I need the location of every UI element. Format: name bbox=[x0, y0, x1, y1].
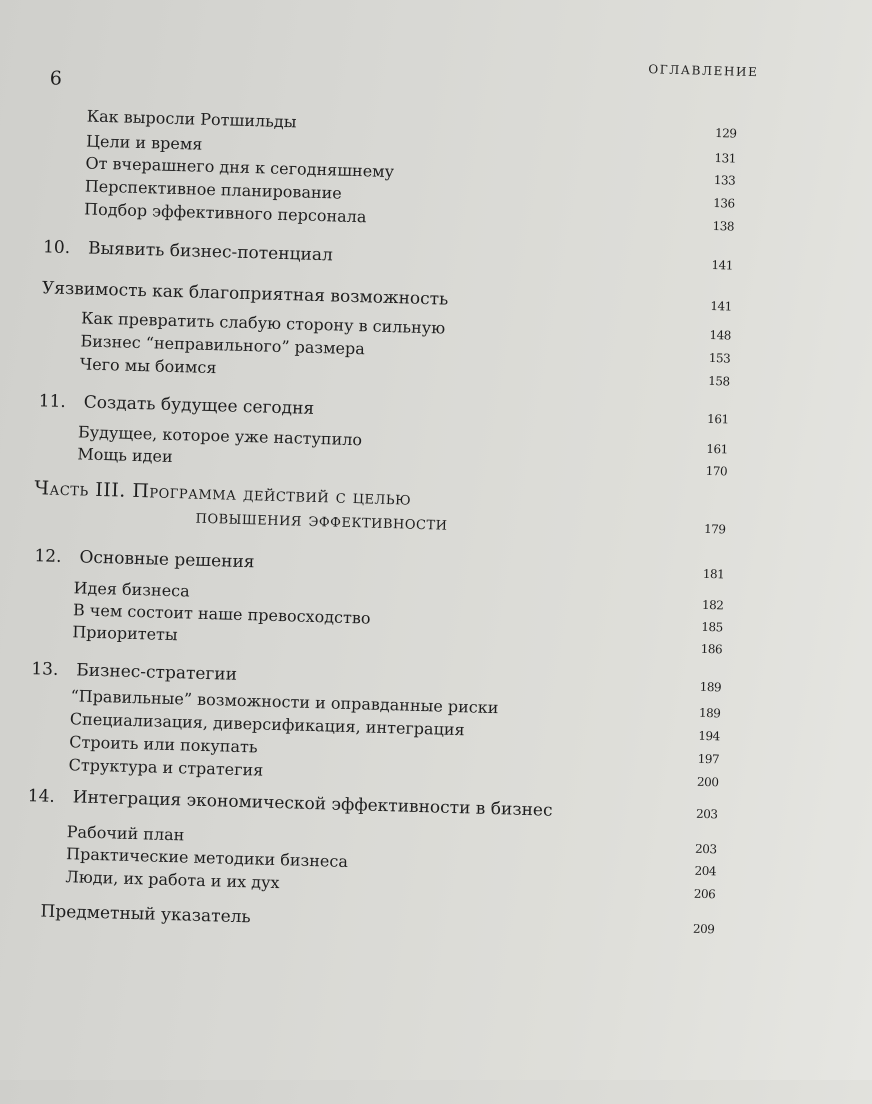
entry-title: Как превратить слабую сторону в сильную bbox=[80, 308, 446, 338]
chapter-title: Выявить бизнес-потенциал bbox=[87, 238, 334, 266]
entry-title: Приоритеты bbox=[72, 622, 178, 645]
page-ref: 203 bbox=[694, 841, 717, 857]
page-ref: 185 bbox=[701, 619, 723, 635]
page-ref: 209 bbox=[692, 921, 715, 937]
chapter-number: 10. bbox=[42, 237, 71, 259]
page-ref: 181 bbox=[702, 566, 725, 582]
entry-title: Мощь идеи bbox=[77, 444, 173, 466]
page-ref: 170 bbox=[705, 463, 728, 479]
entry-title: Перспективное планирование bbox=[84, 176, 343, 203]
part-title: повышения эффективности bbox=[195, 505, 448, 535]
entry-title: Бизнес “неправильного” размера bbox=[80, 331, 366, 359]
entry-title: Будущее, которое уже наступило bbox=[77, 422, 363, 450]
entry-title: Специализация, диверсификация, интеграция bbox=[69, 709, 465, 740]
page-ref: 136 bbox=[713, 195, 735, 211]
page-ref: 203 bbox=[695, 806, 718, 822]
chapter-number: 13. bbox=[31, 659, 59, 680]
page-number: 6 bbox=[49, 67, 63, 90]
chapter-number: 11. bbox=[38, 391, 67, 412]
entry-title: Как выросли Ротшильды bbox=[86, 106, 297, 132]
page-ref: 200 bbox=[696, 774, 719, 790]
page-ref: 182 bbox=[701, 597, 724, 613]
index-title: Предметный указатель bbox=[40, 901, 251, 928]
page-ref: 194 bbox=[698, 728, 720, 744]
toc-entry bbox=[0, 236, 734, 280]
entry-title: “Правильные” возможности и оправданные риски bbox=[70, 686, 499, 718]
entry-title: Уязвимость как благоприятная возможность bbox=[41, 278, 449, 310]
entry-title: Люди, их работа и их дух bbox=[65, 867, 280, 893]
toc-entry bbox=[0, 900, 715, 944]
page-ref: 186 bbox=[700, 641, 723, 657]
page-ref: 133 bbox=[713, 173, 736, 188]
page-ref: 179 bbox=[703, 521, 726, 537]
page-ref: 153 bbox=[708, 350, 731, 366]
chapter-title: Бизнес-стратегии bbox=[76, 660, 238, 685]
chapter-title: Интеграция экономической эффективности в бизнес bbox=[72, 787, 553, 821]
page-ref: 161 bbox=[706, 411, 729, 427]
page-ref: 161 bbox=[706, 441, 728, 457]
page-ref: 148 bbox=[709, 327, 732, 343]
chapter-number: 12. bbox=[34, 546, 62, 567]
page-ref: 206 bbox=[693, 886, 716, 902]
entry-title: В чем состоит наше превосходство bbox=[72, 600, 371, 628]
page-ref: 197 bbox=[697, 751, 720, 767]
page-ref: 129 bbox=[714, 126, 737, 141]
entry-title: Строить или покупать bbox=[69, 732, 258, 757]
entry-title: Чего мы боимся bbox=[79, 354, 217, 378]
part-title: Часть III. Программа действий с целью bbox=[34, 477, 412, 510]
entry-title: Цели и время bbox=[85, 131, 203, 154]
page-ref: 141 bbox=[710, 298, 732, 314]
chapter-title: Основные решения bbox=[79, 547, 255, 573]
running-head: ОГЛАВЛЕНИЕ bbox=[648, 62, 759, 80]
page-ref: 189 bbox=[698, 705, 721, 721]
page-ref: 204 bbox=[694, 863, 717, 879]
page-ref: 141 bbox=[711, 257, 734, 273]
entry-title: Подбор эффективного персонала bbox=[83, 199, 367, 227]
entry-title: Идея бизнеса bbox=[73, 578, 190, 601]
page-ref: 131 bbox=[714, 151, 737, 166]
page-ref: 158 bbox=[708, 373, 730, 389]
chapter-title: Создать будущее сегодня bbox=[83, 392, 315, 419]
page-ref: 189 bbox=[699, 679, 722, 695]
entry-title: Практические методики бизнеса bbox=[65, 844, 349, 872]
show-through-text: ⁠ bbox=[416, 91, 418, 117]
entry-title: Рабочий план bbox=[66, 822, 185, 845]
chapter-number: 14. bbox=[27, 786, 56, 807]
page-ref: 138 bbox=[712, 218, 735, 234]
entry-title: От вчерашнего дня к сегодняшнему bbox=[85, 153, 395, 182]
entry-title: Структура и стратегия bbox=[68, 755, 264, 780]
